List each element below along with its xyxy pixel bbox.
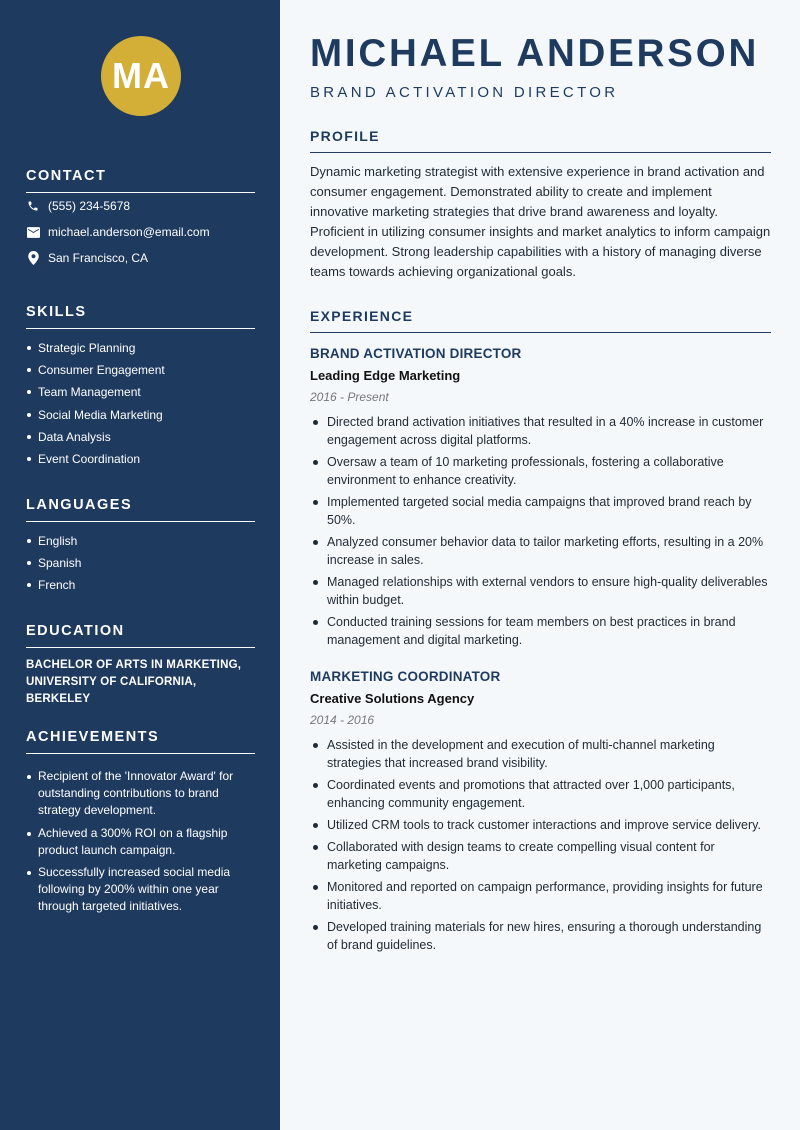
achievements-list	[26, 768, 255, 916]
skill-item: Strategic Planning	[26, 337, 255, 359]
phone-text[interactable]: (555) 234-5678	[48, 199, 131, 213]
languages-heading: LANGUAGES	[26, 497, 255, 522]
candidate-title: BRAND ACTIVATION DIRECTOR	[310, 84, 619, 101]
job-bullet: Developed training materials for new hires, ensuring a thorough understanding of brand guidelines.	[310, 918, 771, 954]
education-heading: EDUCATION	[26, 623, 255, 648]
skill-item: Consumer Engagement	[26, 359, 255, 381]
job-company: Leading Edge Marketing	[310, 368, 461, 383]
job-dates: 2014 - 2016	[310, 713, 375, 727]
job-bullet: Utilized CRM tools to track customer interactions and improve service delivery.	[310, 816, 771, 834]
contact-email	[26, 219, 255, 245]
contact-section	[26, 168, 255, 271]
skill-item: Event Coordination	[26, 448, 255, 470]
profile-section	[310, 128, 771, 282]
job-bullet: Oversaw a team of 10 marketing professionals, fostering a collaborative environment to enhance creativity.	[310, 453, 771, 489]
job-bullet: Directed brand activation initiatives that resulted in a 40% increase in customer engagement across digital platforms.	[310, 413, 771, 449]
profile-heading: PROFILE	[310, 128, 771, 153]
job-bullet: Collaborated with design teams to create compelling visual content for marketing campaigns.	[310, 838, 771, 874]
job-entry	[310, 346, 771, 653]
language-item: Spanish	[26, 552, 255, 574]
job-title: MARKETING COORDINATOR	[310, 669, 501, 684]
phone-icon	[26, 199, 40, 213]
email-text[interactable]: michael.anderson@email.com	[48, 225, 210, 239]
education-degree: BACHELOR OF ARTS IN MARKETING, UNIVERSITY OF CALIFORNIA, BERKELEY	[26, 659, 242, 705]
job-bullet: Monitored and reported on campaign performance, providing insights for future initiatives.	[310, 878, 771, 914]
job-bullet: Coordinated events and promotions that attracted over 1,000 participants, enhancing community engagement.	[310, 776, 771, 812]
sidebar	[0, 0, 280, 1130]
language-item: French	[26, 574, 255, 596]
location-text: San Francisco, CA	[48, 251, 149, 265]
skill-item: Data Analysis	[26, 426, 255, 448]
job-entry	[310, 669, 771, 958]
achievements-heading: ACHIEVEMENTS	[26, 729, 255, 754]
achievement-item: Successfully increased social media following by 200% within one year through targeted initiatives.	[26, 864, 255, 916]
education-section	[26, 623, 255, 708]
job-bullets	[310, 736, 771, 954]
experience-heading: EXPERIENCE	[310, 308, 771, 333]
job-bullet: Managed relationships with external vendors to ensure high-quality deliverables within budget.	[310, 573, 771, 609]
skill-item: Team Management	[26, 381, 255, 403]
language-item: English	[26, 530, 255, 552]
mail-icon	[26, 225, 40, 239]
profile-text: Dynamic marketing strategist with extensive experience in brand activation and consumer engagement. Demonstrated ability to create and implement innovative marketing strategies that drive brand awareness and loyalty. Proficient in utilizing consumer insights and market analytics to inform campaign development. Strong leadership capabilities with a history of managing diverse teams towards achieving organizational goals.	[310, 164, 771, 279]
job-title: BRAND ACTIVATION DIRECTOR	[310, 346, 522, 361]
languages-section	[26, 497, 255, 597]
skill-item: Social Media Marketing	[26, 404, 255, 426]
achievements-section	[26, 729, 255, 921]
skills-section	[26, 304, 255, 470]
skills-heading: SKILLS	[26, 304, 255, 329]
job-bullet: Implemented targeted social media campaigns that improved brand reach by 50%.	[310, 493, 771, 529]
job-bullet: Conducted training sessions for team members on best practices in brand management and digital marketing.	[310, 613, 771, 649]
skills-list	[26, 337, 255, 470]
avatar: MA	[101, 36, 181, 116]
achievement-item: Recipient of the 'Innovator Award' for outstanding contributions to brand strategy development.	[26, 768, 255, 820]
job-dates: 2016 - Present	[310, 390, 389, 404]
job-bullets	[310, 413, 771, 649]
job-bullet: Analyzed consumer behavior data to tailor marketing efforts, resulting in a 20% increase in sales.	[310, 533, 771, 569]
contact-heading: CONTACT	[26, 168, 255, 193]
achievement-item: Achieved a 300% ROI on a flagship product launch campaign.	[26, 825, 255, 859]
candidate-name: MICHAEL ANDERSON	[310, 32, 760, 75]
location-pin-icon	[26, 251, 40, 265]
contact-phone	[26, 193, 255, 219]
languages-list	[26, 530, 255, 597]
experience-section	[310, 308, 771, 333]
contact-location	[26, 245, 255, 271]
job-company: Creative Solutions Agency	[310, 691, 475, 706]
job-bullet: Assisted in the development and execution of multi-channel marketing strategies that increased brand visibility.	[310, 736, 771, 772]
